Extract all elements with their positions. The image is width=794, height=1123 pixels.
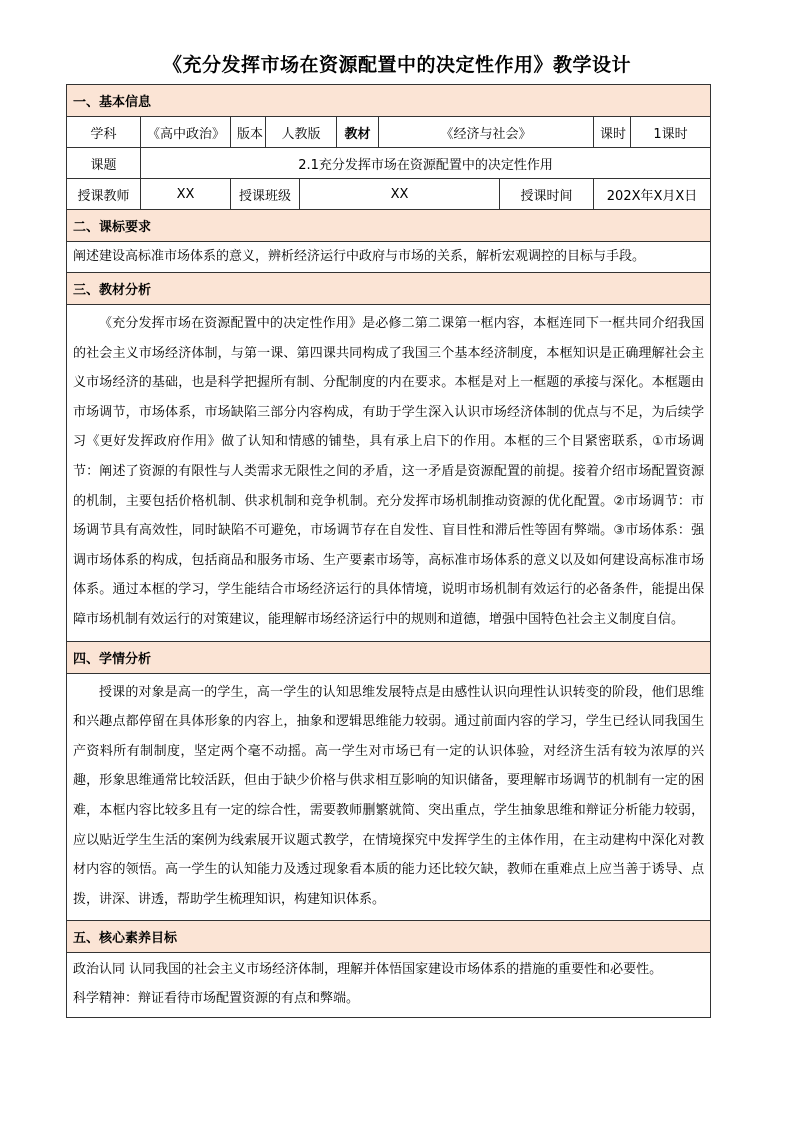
book-label: 教材	[337, 117, 379, 148]
teacher-value: XX	[141, 179, 231, 210]
teacher-label: 授课教师	[67, 179, 141, 210]
section-core-goals: 五、核心素养目标	[67, 921, 711, 953]
goal-item-scientific-spirit: 科学精神：辩证看待市场配置资源的有点和弊端。	[73, 991, 360, 1007]
section-textbook-analysis: 三、教材分析	[67, 273, 711, 305]
section-curriculum-standard: 二、课标要求	[67, 210, 711, 242]
hours-label: 课时	[594, 117, 631, 148]
topic-label: 课题	[67, 148, 141, 179]
curriculum-standard-text: 阐述建设高标准市场体系的意义，辨析经济运行中政府与市场的关系，解析宏观调控的目标与手段。	[67, 242, 711, 273]
student-analysis-text: 授课的对象是高一的学生，高一学生的认知思维发展特点是由感性认识向理性认识转变的阶段，他们思维和兴趣点都停留在具体形象的内容上，抽象和逻辑思维能力较弱。通过前面内容的学习，学生已经认同我国生产资料所有制制度，坚定两个毫不动摇。高一学生对市场已有一定的认识体验，对经济生活有较为浓厚的兴趣，形象思维通常比较活跃，但由于缺少价格与供求相互影响的知识储备，要理解市场调节的机制有一定的困难，本框内容比较多且有一定的综合性，需要教师删繁就简、突出重点，学生抽象思维和辩证分析能力较弱，应以贴近学生生活的案例为线索展开议题式教学，在情境探究中发挥学生的主体作用，在主动建构中深化对教材内容的领悟。高一学生的认知能力及透过现象看本质的能力还比较欠缺，教师在重难点上应当善于诱导、点拨，讲深、讲透，帮助学生梳理知识，构建知识体系。	[67, 673, 711, 921]
time-label: 授课时间	[500, 179, 594, 210]
edition-value: 人教版	[266, 117, 337, 148]
page-title: 《充分发挥市场在资源配置中的决定性作用》教学设计	[162, 54, 631, 76]
lesson-plan-table	[66, 84, 711, 1018]
book-value: 《经济与社会》	[379, 117, 594, 148]
edition-label: 版本	[231, 117, 266, 148]
class-value: XX	[300, 179, 500, 210]
time-value: 202X年X月X日	[594, 179, 711, 210]
hours-value: 1课时	[631, 117, 711, 148]
section-basic-info: 一、基本信息	[67, 85, 711, 117]
section-student-analysis: 四、学情分析	[67, 641, 711, 673]
class-label: 授课班级	[231, 179, 300, 210]
topic-value: 2.1充分发挥市场在资源配置中的决定性作用	[141, 148, 711, 179]
subject-label: 学科	[67, 117, 141, 148]
core-goals-list	[67, 953, 711, 1018]
subject-value: 《高中政治》	[141, 117, 231, 148]
textbook-analysis-text: 《充分发挥市场在资源配置中的决定性作用》是必修二第二课第一框内容，本框连同下一框共同介绍我国的社会主义市场经济体制，与第一课、第四课共同构成了我国三个基本经济制度，本框知识是正确理解社会主义市场经济的基础，也是科学把握所有制、分配制度的内在要求。本框是对上一框题的承接与深化。本框题由市场调节，市场体系，市场缺陷三部分内容构成，有助于学生深入认识市场经济体制的优点与不足，为后续学习《更好发挥政府作用》做了认知和情感的铺垫，具有承上启下的作用。本框的三个目紧密联系，①市场调节：阐述了资源的有限性与人类需求无限性之间的矛盾，这一矛盾是资源配置的前提。接着介绍市场配置资源的机制，主要包括价格机制、供求机制和竞争机制。充分发挥市场机制推动资源的优化配置。②市场调节：市场调节具有高效性，同时缺陷不可避免，市场调节存在自发性、盲目性和滞后性等固有弊端。③市场体系：强调市场体系的构成，包括商品和服务市场、生产要素市场等，高标准市场体系的意义以及如何建设高标准市场体系。通过本框的学习，学生能结合市场经济运行的具体情境，说明市场机制有效运行的必备条件，能提出保障市场机制有效运行的对策建议，能理解市场经济运行中的规则和道德，增强中国特色社会主义制度自信。	[67, 305, 711, 642]
goal-item-political-identity: 政治认同 认同我国的社会主义市场经济体制，理解并体悟国家建设市场体系的措施的重要性和必要性。	[73, 962, 663, 978]
